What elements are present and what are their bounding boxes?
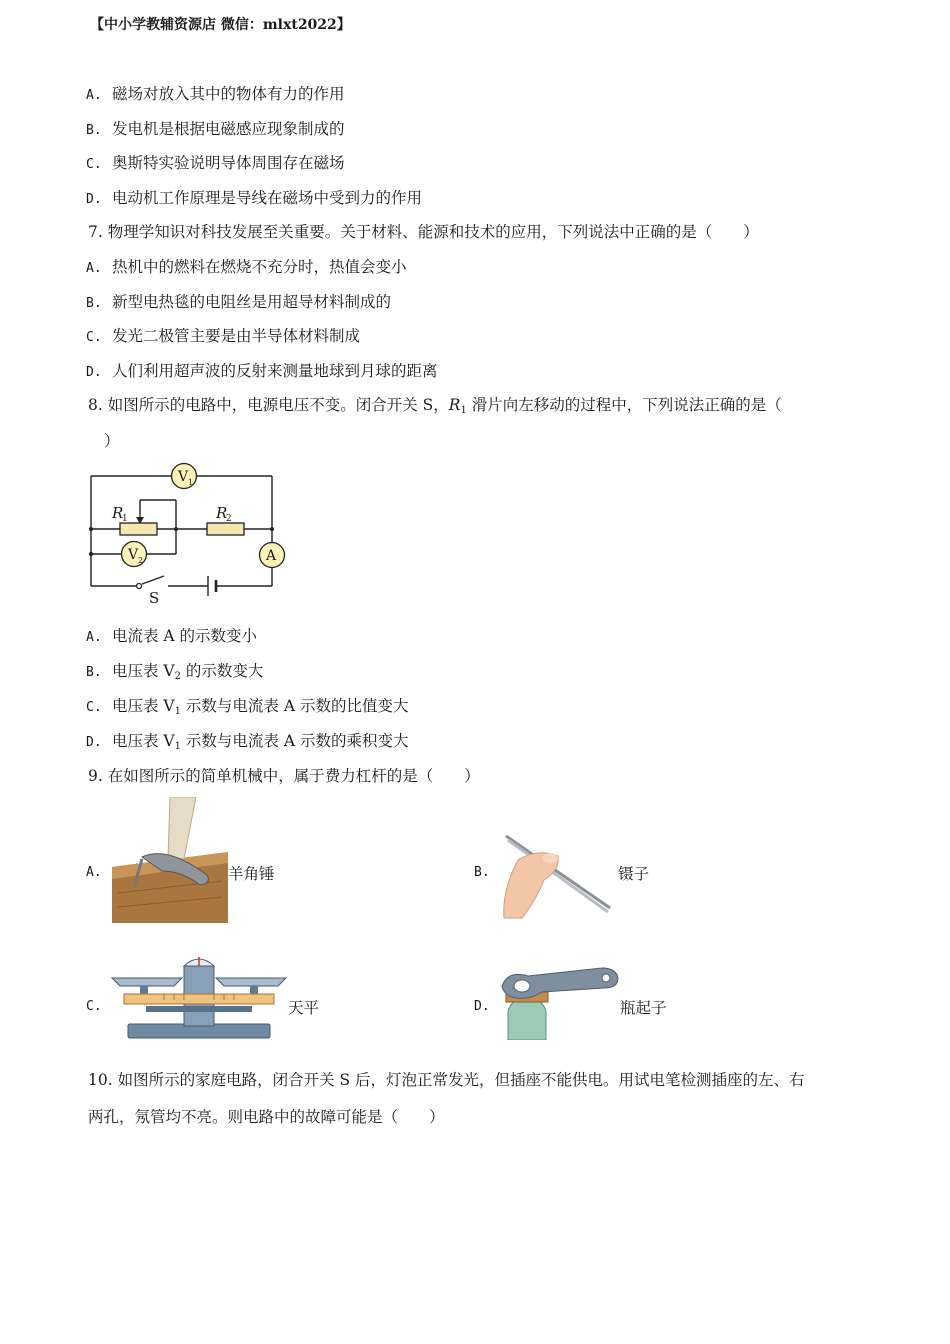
option-text: 电动机工作原理是导线在磁场中受到力的作用 [112, 189, 423, 207]
option-text: 新型电热毯的电阻丝是用超导材料制成的 [112, 293, 392, 311]
q10-stem-line2: 两孔，氖管均不亮。则电路中的故障可能是（ ） [88, 1108, 445, 1126]
tweezers-icon [500, 830, 618, 925]
q6-option-d [86, 186, 422, 208]
q8-stem [88, 393, 782, 416]
option-letter: D. [86, 735, 102, 750]
q8-stem-r-sub: 1 [460, 405, 467, 416]
resistor-r1 [120, 523, 157, 535]
v2-sub: 2 [138, 556, 144, 565]
q9-option-d-label: 瓶起子 [620, 999, 667, 1017]
option-letter: C. [86, 330, 102, 345]
option-letter: C. [86, 157, 102, 172]
option-text: 发电机是根据电磁感应现象制成的 [112, 120, 345, 138]
q8-option-a [86, 624, 257, 646]
option-letter: D. [86, 365, 102, 380]
option-text: 人们利用超声波的反射来测量地球到月球的距离 [112, 362, 438, 380]
option-text-pre: 电压表 V [112, 662, 175, 680]
option-letter: D. [86, 192, 102, 207]
option-text: 热机中的燃料在燃烧不充分时，热值会变小 [112, 258, 407, 276]
q9-option-d-letter: D. [474, 999, 490, 1014]
option-text-pre: 电压表 V [112, 697, 175, 715]
q9-option-b-label: 镊子 [618, 865, 650, 883]
q7-stem: 7. 物理学知识对科技发展至关重要。关于材料、能源和技术的应用，下列说法中正确的是（ ） [88, 223, 759, 241]
q9-option-a-letter: A. [86, 865, 102, 880]
q6-option-b [86, 117, 345, 139]
q8-option-b [86, 659, 263, 682]
option-letter: A. [86, 261, 102, 276]
option-text-post: 示数与电流表 A 示数的比值变大 [181, 697, 409, 715]
q7-option-c [86, 324, 360, 346]
q8-stem-part-a: 8. 如图所示的电路中，电源电压不变。闭合开关 S， [88, 396, 449, 414]
q9-option-c-letter: C. [86, 999, 102, 1014]
option-text-pre: 电压表 V [112, 732, 175, 750]
v1-sub: 1 [188, 478, 194, 487]
q9-option-a-label: 羊角锤 [228, 865, 275, 883]
resistor-r2 [207, 523, 244, 535]
q10-stem-line1: 10. 如图所示的家庭电路，闭合开关 S 后，灯泡正常发光，但插座不能供电。用试电笔检测插座的左、右 [88, 1071, 805, 1089]
q7-option-a [86, 255, 407, 277]
switch-contact [137, 584, 142, 589]
q8-stem-r: R [448, 396, 461, 414]
option-letter: A. [86, 88, 102, 103]
v2-letter: V [128, 547, 139, 563]
option-letter: B. [86, 296, 102, 311]
q9-option-b-letter: B. [474, 865, 490, 880]
option-letter: B. [86, 123, 102, 138]
q8-circuit-diagram [84, 458, 294, 608]
q8-stem-end: ） [104, 432, 120, 450]
r1-letter: R [112, 504, 124, 522]
q7-option-b [86, 290, 391, 312]
q9-stem: 9. 在如图所示的简单机械中，属于费力杠杆的是（ ） [88, 767, 480, 785]
q8-option-d [86, 729, 408, 752]
option-text-post: 示数与电流表 A 示数的乘积变大 [181, 732, 409, 750]
option-text-post: 的示数变大 [181, 662, 264, 680]
header-banner: 【中小学教辅资源店 微信：mlxt2022】 [90, 17, 351, 33]
switch-label: S [149, 589, 160, 607]
q8-option-c [86, 694, 408, 717]
balance-scale-icon [110, 952, 288, 1040]
q6-option-c [86, 151, 345, 173]
v1-letter: V [178, 469, 189, 485]
option-text: 磁场对放入其中的物体有力的作用 [112, 85, 345, 103]
hammer-icon [112, 797, 228, 923]
r2-letter: R [216, 504, 228, 522]
q6-option-a [86, 82, 345, 104]
option-text-sub: 1 [174, 706, 181, 717]
option-text: 发光二极管主要是由半导体材料制成 [112, 327, 361, 345]
q7-option-d [86, 359, 438, 381]
option-text-sub: 1 [174, 741, 181, 752]
option-text-sub: 2 [174, 671, 181, 682]
r2-sub: 2 [226, 514, 232, 524]
r1-sub: 1 [122, 514, 128, 524]
option-letter: C. [86, 700, 102, 715]
option-text: 奥斯特实验说明导体周围存在磁场 [112, 154, 345, 172]
option-letter: A. [86, 630, 102, 645]
q9-option-c-label: 天平 [288, 999, 320, 1017]
bottle-opener-icon [498, 966, 622, 1040]
option-text: 电流表 A 的示数变小 [112, 627, 258, 645]
option-letter: B. [86, 665, 102, 680]
ammeter-letter: A [266, 548, 277, 564]
q8-stem-part-b: 滑片向左移动的过程中，下列说法正确的是（ [466, 396, 782, 414]
